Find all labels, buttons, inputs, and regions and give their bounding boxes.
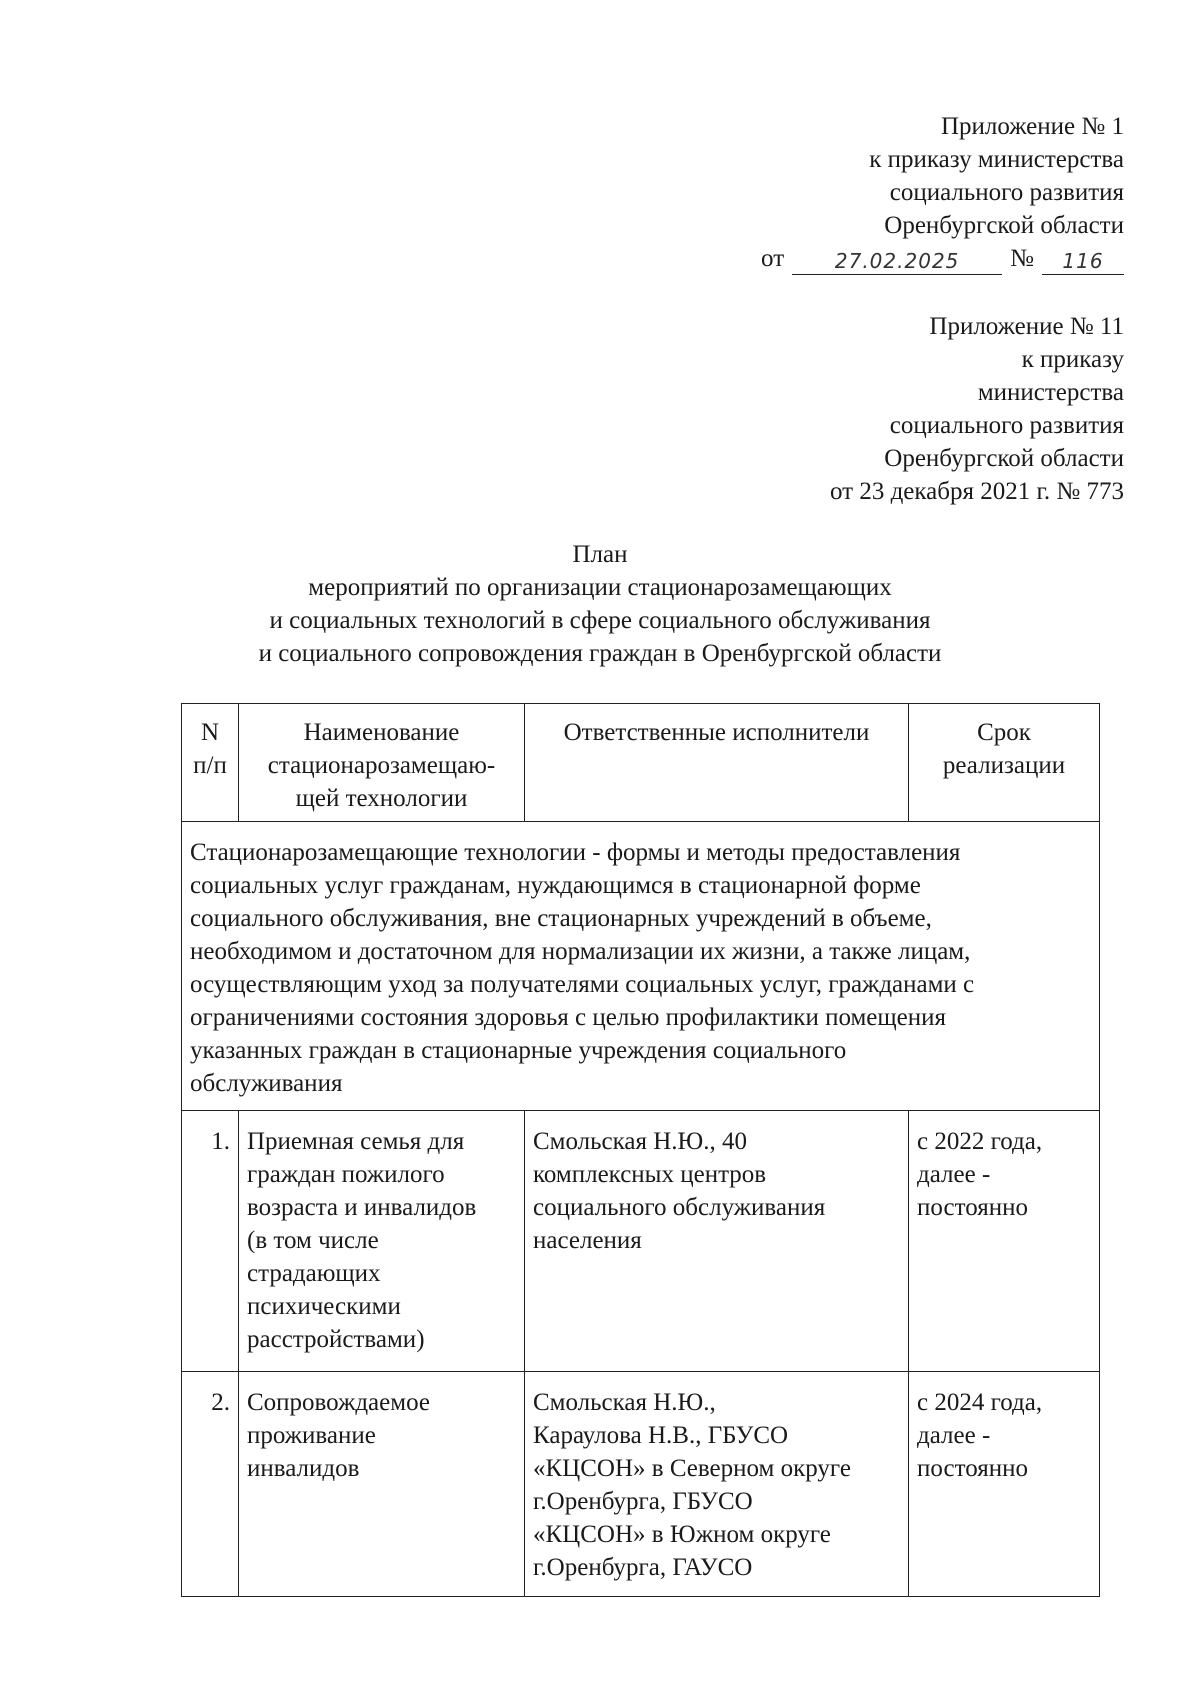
- appendix-11-line: от 23 декабря 2021 г. № 773: [829, 478, 1124, 505]
- table-row: [182, 1111, 1100, 1372]
- appendix-11-line: министерства: [977, 379, 1124, 406]
- row-number: 2.: [182, 1372, 239, 1597]
- table-row: [182, 1372, 1100, 1597]
- handwritten-date: 27.02.2025: [792, 248, 1002, 275]
- appendix-11-title: Приложение № 11: [929, 313, 1124, 340]
- header-term: Срок реализации: [909, 704, 1100, 822]
- plan-title: План: [572, 541, 628, 568]
- plan-title-block: [0, 538, 1200, 670]
- row-executors: Смольская Н.Ю., 40 комплексных центров социального обслуживания населения: [525, 1111, 909, 1372]
- row-number: 1.: [182, 1111, 239, 1372]
- plan-subtitle-line: мероприятий по организации стационарозамещающих: [308, 574, 892, 601]
- header-name: Наименование стационарозамещаю- щей технологии: [239, 704, 525, 822]
- section-row: [182, 822, 1100, 1111]
- row-name: Сопровождаемое проживание инвалидов: [239, 1372, 525, 1597]
- appendix-1-block: [761, 110, 1124, 275]
- appendix-11-block: [830, 310, 1124, 508]
- row-executors: Смольская Н.Ю., Караулова Н.В., ГБУСО «КЦСОН» в Северном округе г.Оренбурга, ГБУСО «КЦСОН» в Южном округе г.Оренбурга, ГАУСО: [525, 1372, 909, 1597]
- date-prefix: от: [761, 245, 785, 272]
- appendix-1-line: Оренбургской области: [884, 212, 1124, 239]
- appendix-1-date-line: [761, 242, 1124, 275]
- appendix-1-line: к приказу министерства: [869, 146, 1124, 173]
- header-executors: Ответственные исполнители: [525, 704, 909, 822]
- appendix-11-line: Оренбургской области: [884, 445, 1124, 472]
- number-prefix: №: [1010, 245, 1034, 272]
- table-header-row: [182, 704, 1100, 822]
- appendix-11-line: социального развития: [889, 412, 1124, 439]
- row-name: Приемная семья для граждан пожилого возраста и инвалидов (в том числе страдающих психическими расстройствами): [239, 1111, 525, 1372]
- plan-table: [181, 703, 1100, 1597]
- section-description: Стационарозамещающие технологии - формы и методы предоставления социальных услуг гражданам, нуждающимся в стационарной форме социального обслуживания, вне стационарных учреждений в объеме, необходимом и достаточном для нормализации их жизни, а также лицам, осуществляющим уход за получателями социальных услуг, гражданами с ограничениями состояния здоровья с целью профилактики помещения указанных граждан в стационарные учреждения социального обслуживания: [182, 822, 1100, 1111]
- handwritten-number: 116: [1042, 248, 1124, 275]
- appendix-1-line: социального развития: [889, 179, 1124, 206]
- row-term: с 2024 года, далее - постоянно: [909, 1372, 1100, 1597]
- appendix-11-line: к приказу: [1021, 346, 1124, 373]
- row-term: с 2022 года, далее - постоянно: [909, 1111, 1100, 1372]
- plan-subtitle-line: и социальных технологий в сфере социального обслуживания: [269, 607, 931, 634]
- header-num: N п/п: [182, 704, 239, 822]
- plan-subtitle-line: и социального сопровождения граждан в Оренбургской области: [258, 640, 942, 667]
- appendix-1-title: Приложение № 1: [940, 113, 1124, 140]
